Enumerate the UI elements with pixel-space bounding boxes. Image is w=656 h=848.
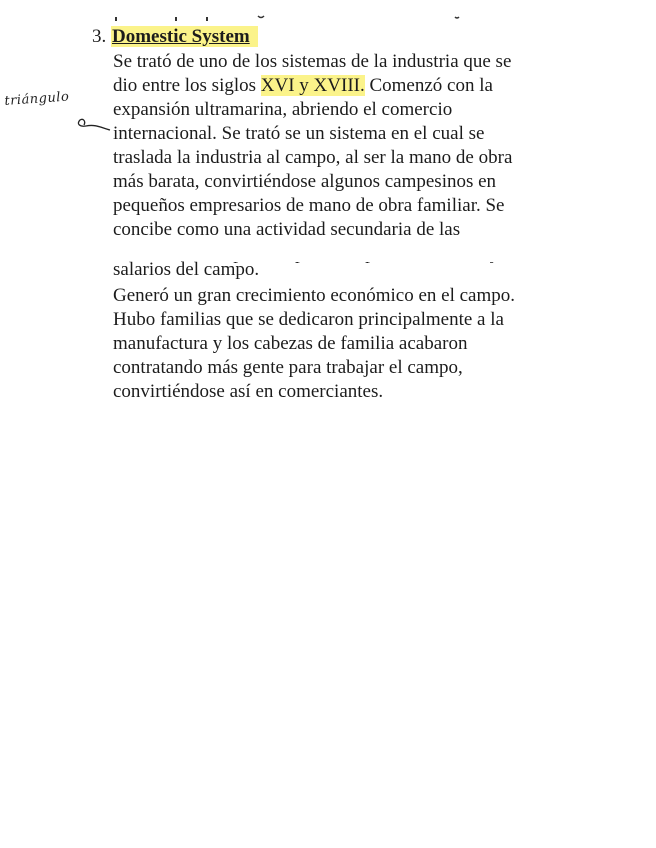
paragraph-3 xyxy=(113,284,553,404)
section-title: Domestic System xyxy=(111,26,258,47)
text-line: Hubo familias que se dedicaron principalmente a la xyxy=(113,309,504,330)
handwritten-annotation xyxy=(4,90,114,140)
text-line: contratando más gente para trabajar el campo, xyxy=(113,357,463,378)
text-line: expansión ultramarina, abriendo el comercio xyxy=(113,99,453,120)
text-line xyxy=(113,74,553,98)
text-line: Se trató de uno de los sistemas de la industria que se xyxy=(113,51,512,72)
text-span: Comenzó con la xyxy=(364,75,493,96)
annotation-text: triángulo xyxy=(4,89,70,109)
text-line: traslada la industria al campo, al ser la mano de obra xyxy=(113,147,513,168)
text-line: pequeños empresarios de mano de obra familiar. Se xyxy=(113,195,505,216)
text-line: internacional. Se trató se un sistema en el cual se xyxy=(113,123,485,144)
text-line: concibe como una actividad secundaria de las xyxy=(113,219,461,240)
highlighted-text: XVI y XVIII. xyxy=(260,75,365,96)
text-line: manufactura y los cabezas de familia acabaron xyxy=(113,333,468,354)
cutoff-text-remnants xyxy=(0,0,656,26)
text-line: convirtiéndose así en comerciantes. xyxy=(113,381,384,402)
section-number: 3. xyxy=(92,26,107,47)
text-line: más barata, convirtiéndose algunos campesinos en xyxy=(113,171,497,192)
arrow-icon xyxy=(4,90,114,140)
paragraph-1 xyxy=(113,50,553,266)
text-line: Generó un gran crecimiento económico en el campo. xyxy=(113,285,515,306)
text-line: salarios del campo. xyxy=(113,259,260,280)
paragraph-2 xyxy=(113,259,553,281)
text-span: dio entre los siglos xyxy=(113,75,261,96)
section-heading xyxy=(92,24,258,50)
